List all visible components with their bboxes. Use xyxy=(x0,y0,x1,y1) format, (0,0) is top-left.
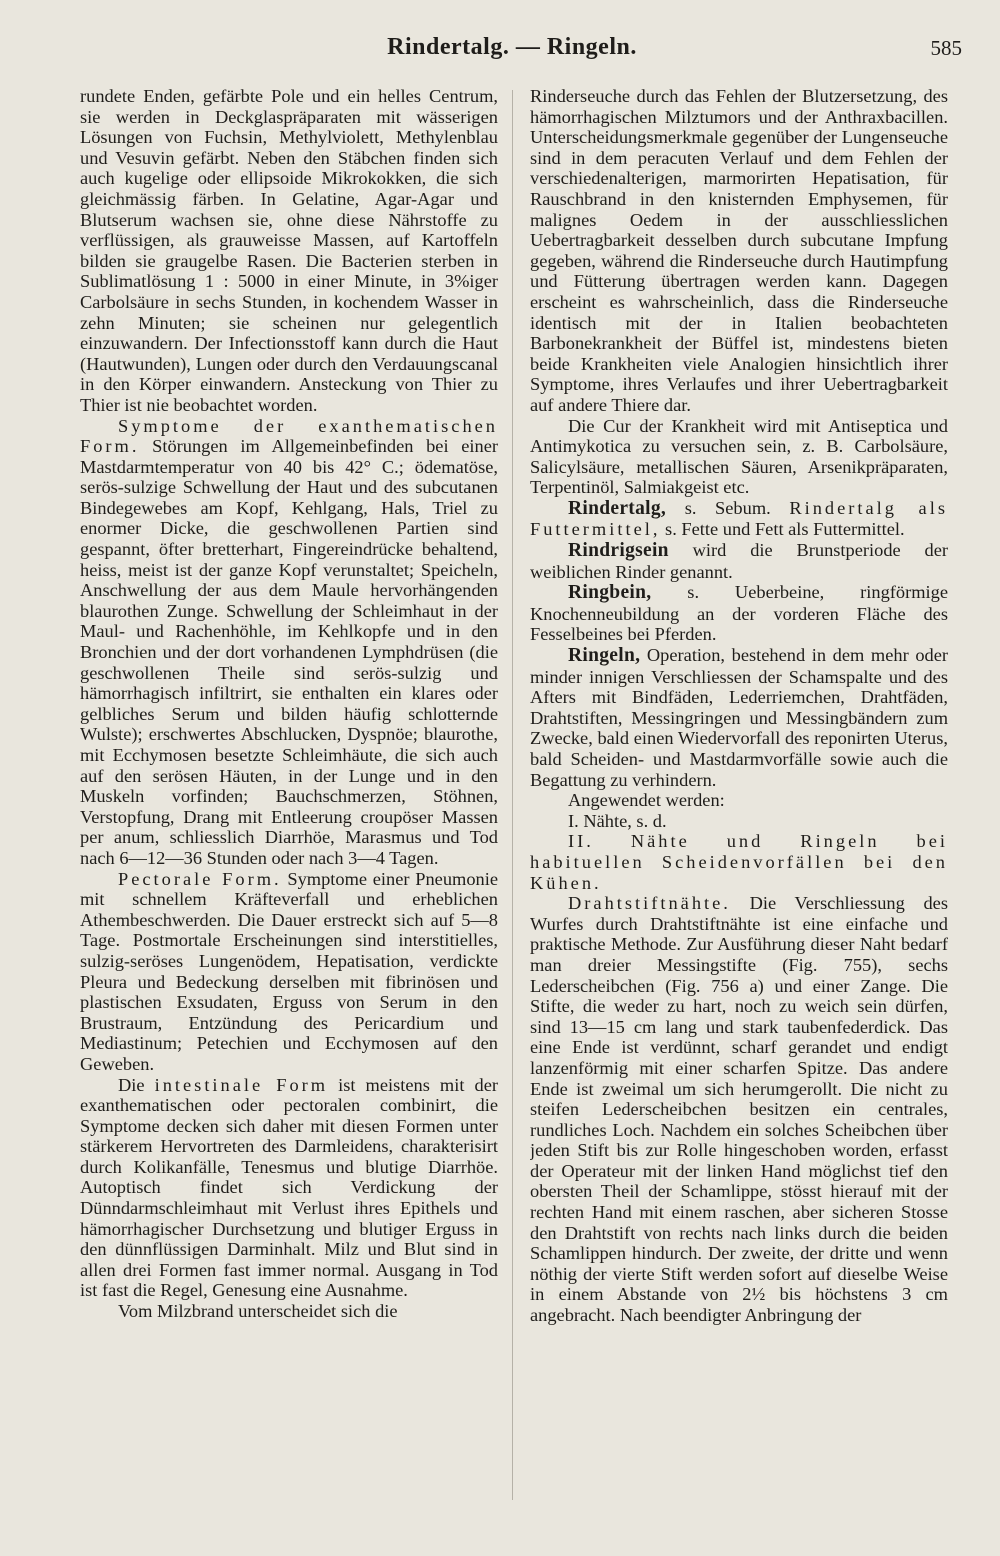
list-item: I. Nähte, s. d. xyxy=(568,810,667,831)
entry-rindrigsein xyxy=(530,540,948,582)
entry-ringbein xyxy=(530,582,948,645)
entry-headword: Ringeln, xyxy=(568,645,641,667)
entry-ringeln xyxy=(530,645,948,790)
paragraph xyxy=(80,416,498,869)
spaced-heading: Symptome der exanthematischen Form. xyxy=(80,415,498,457)
list-item: II. Nähte und Ringeln bei habituellen Scheidenvorfällen bei den Kühen. xyxy=(530,831,948,893)
paragraph: Rinderseuche durch das Fehlen der Blutzersetzung, des hämorrhagischen Milztumors und der Anthraxbacillen. Unterscheidungsmerkmale gegenüber der Lungenseuche sind in dem peracuten Verlauf und dem Fehlen der verschiedenalterigen, marmorirten Hepatisation, für Rauschbrand in den knisternden Emphysemen, für malignes Oedem in der ausschliesslichen Uebertragbarkeit desselben durch subcutane Impfung gegeben, während die Rinderseuche durch Hautimpfung und Fütterung übertragen werden kann. Dagegen erscheint es wahrscheinlich, dass die Rinderseuche identisch mit der in Italien beobachteten Barbonekrankheit der Büffel ist, mindestens bieten beide Krankheiten viele Analogien hinsichtlich ihrer Symptome, ihres Verlaufes und ihrer Uebertragbarkeit auf andere Thiere dar. xyxy=(530,86,948,415)
entry-rindertalg xyxy=(530,498,948,540)
entry-headword: Rindertalg, xyxy=(568,497,667,519)
entry-headword: Rindrigsein xyxy=(568,540,669,562)
paragraph: rundete Enden, gefärbte Pole und ein helles Centrum, sie werden in Deckglaspräparaten mit wässerigen Lösungen von Fuchsin, Methylviolett, Methylenblau und Vesuvin gefärbt. Neben den Stäbchen finden sich auch kugelige oder ellipsoide Mikrokokken, die sich gleichmässig färben. In Gelatine, Agar-Agar und Blutserum wachsen sie, ohne diese Nährstoffe zu verflüssigen, als grauweisse Massen, auf Kartoffeln bilden sie graugelbe Rasen. Die Bacterien sterben in Sublimatlösung 1 : 5000 in einer Minute, in 3%iger Carbolsäure in sechs Stunden, in kochendem Wasser in zehn Minuten; sie scheinen nur gelegentlich einzuwandern. Der Infectionsstoff kann durch die Haut (Hautwunden), Lungen oder durch den Verdauungscanal in den Körper einwandern. Ansteckung von Thier zu Thier ist nie beobachtet worden. xyxy=(80,86,498,415)
entry-text: wird die Brunstperiode der weiblichen Rinder genannt. xyxy=(530,540,948,582)
spaced-heading: intestinale Form xyxy=(154,1074,329,1095)
paragraph-text: ist meistens mit der exanthematischen oder pectoralen combinirt, die Symptome decken sich daher mit diesen Formen unter stärkerem Hervortreten des Darmleidens, charakterisirt durch Kolikanfälle, Tenesmus und blutige Diarrhöe. Autoptisch findet sich Verdickung der Dünndarmschleimhaut mit Verlust ihres Epithels und hämorrhagischer Durchsetzung und blutiger Erguss in den dünnflüssigen Darminhalt. Milz und Blut sind in allen drei Formen fast immer normal. Ausgang in Tod ist fast die Regel, Genesung eine Ausnahme. xyxy=(80,1074,498,1301)
spaced-heading: Pectorale Form. xyxy=(118,868,282,889)
right-column xyxy=(530,86,948,1526)
paragraph xyxy=(80,869,498,1075)
entry-headword: Ringbein, xyxy=(568,582,652,604)
entry-text: Operation, bestehend in dem mehr oder minder innigen Verschliessen der Schamspalte und des Afters mit Bindfäden, Lederriemchen, Drahtfäden, Drahtstiften, Messingringen und Messingbändern zum Zwecke, bald einen Wiedervorfall des reponirten Uterus, bald Scheiden- und Mastdarmvorfälle sowie auch die Begattung zu verhindern. xyxy=(530,645,948,790)
paragraph-text: Die Verschliessung des Wurfes durch Drahtstiftnähte ist eine einfache und praktische Methode. Zur Ausführung dieser Naht bedarf man dreier Messingstifte (Fig. 755), sechs Lederscheibchen (Fig. 756 a) und einer Zange. Die Stifte, die weder zu hart, noch zu weich sein dürfen, sind 13—15 cm lang und stark taubenfederdick. Das eine Ende ist verdünnt, scharf gerandet und endigt lanzenförmig mit einer scharfen Spitze. Das andere Ende ist zweimal um sich herumgerollt. Die nicht zu steifen Lederscheibchen besitzen ein centrales, rundliches Loch. Nachdem ein solches Scheibchen über jeden Stift bis zur Rolle hingeschoben worden, erfasst der Operateur mit der linken Hand möglichst tief den obersten Theil der Schamlippe, stösst hierauf mit der rechten Hand mit einem raschen, aber sicheren Stosse den Drahtstift von rechts nach links durch die beiden Schamlippen hindurch. Der zweite, der dritte und wenn nöthig der vierte Stift werden sofort auf dieselbe Weise in einem Abstande von 2½ bis höchstens 3 cm angebracht. Nach beendigter Anbringung der xyxy=(530,893,948,1326)
spaced-heading: Drahtstiftnähte. xyxy=(568,893,731,914)
entry-text: s. Sebum. xyxy=(666,497,790,518)
paragraph xyxy=(80,1075,498,1302)
page-number: 585 xyxy=(930,36,962,60)
paragraph xyxy=(530,893,948,1325)
entry-text: s. Fette und Fett als Futtermittel. xyxy=(660,519,905,540)
spaced-heading: Rindertalg als Futtermittel, xyxy=(530,497,948,540)
running-title: Rindertalg. — Ringeln. xyxy=(387,34,637,60)
page-header xyxy=(0,32,1000,72)
left-column xyxy=(80,86,498,1526)
entry-text: s. Ueberbeine, ringförmige Knochenneubildung an der vorderen Fläche des Fesselbeines bei Pferden. xyxy=(530,582,948,645)
paragraph-lead: Die xyxy=(118,1074,155,1095)
column-divider xyxy=(512,90,513,1500)
paragraph-text: Störungen im Allgemeinbefinden bei einer Mastdarmtemperatur von 40 bis 42° C.; ödematöse, serös-sulzige Schwellung der Haut und des subcutanen Bindegewebes am Kopf, Kehlgang, Hals, Triel zu enormer Dicke, die geschwollenen Partien sind gespannt, öfter bretterhart, Fingereindrücke behaltend, heiss, meist ist der ganze Kopf verunstaltet; Speicheln, Anschwellung der aus dem Maule hervorhängenden blaurothen Zunge. Schwellung der Schleimhaut in der Maul- und Rachenhöhle, im Kehlkopfe und in den Bronchien und der dort vorhandenen Lymphdrüsen (die geschwollenen Theile sind serös-sulzig und hämorrhagisch infiltrirt, sie enthalten ein klares oder gelbliches Serum und bilden häufig schlotternde Wulste); erschwertes Abschlucken, Dyspnöe; blaurothe, mit Ecchymosen besetzte Schleimhäute, die sich auch auf den serösen Häuten, in der Lunge und in den Muskeln vorfinden; Bauchschmerzen, Stöhnen, Verstopfung, Drang mit Entleerung croupöser Massen per anum, schliesslich Diarrhöe, Marasmus und Tod nach 6—12—36 Stunden oder nach 3—4 Tagen. xyxy=(80,436,498,868)
paragraph: Angewendet werden: xyxy=(568,790,725,811)
paragraph: Vom Milzbrand unterscheidet sich die xyxy=(118,1301,398,1322)
paragraph-text: Symptome einer Pneumonie mit schnellem Kräfteverfall und erheblichen Athembeschwerden. Die Dauer erstreckt sich auf 5—8 Tage. Postmortale Erscheinungen sind interstitielles, sulzig-seröses Lungenödem, Hepatisation, verdickte Pleura und Bedeckung derselben mit fibrinösen und plastischen Exsudaten, Erguss von Serum in den Brustraum, Entzündung des Pericardium und Mediastinum; Petechien und Ecchymosen auf den Geweben. xyxy=(80,868,498,1074)
paragraph: Die Cur der Krankheit wird mit Antiseptica und Antimykotica zu versuchen sein, z. B. Carbolsäure, Salicylsäure, metallischen Säuren, Arsenikpräparaten, Terpentinöl, Salmiakgeist etc. xyxy=(530,415,948,498)
